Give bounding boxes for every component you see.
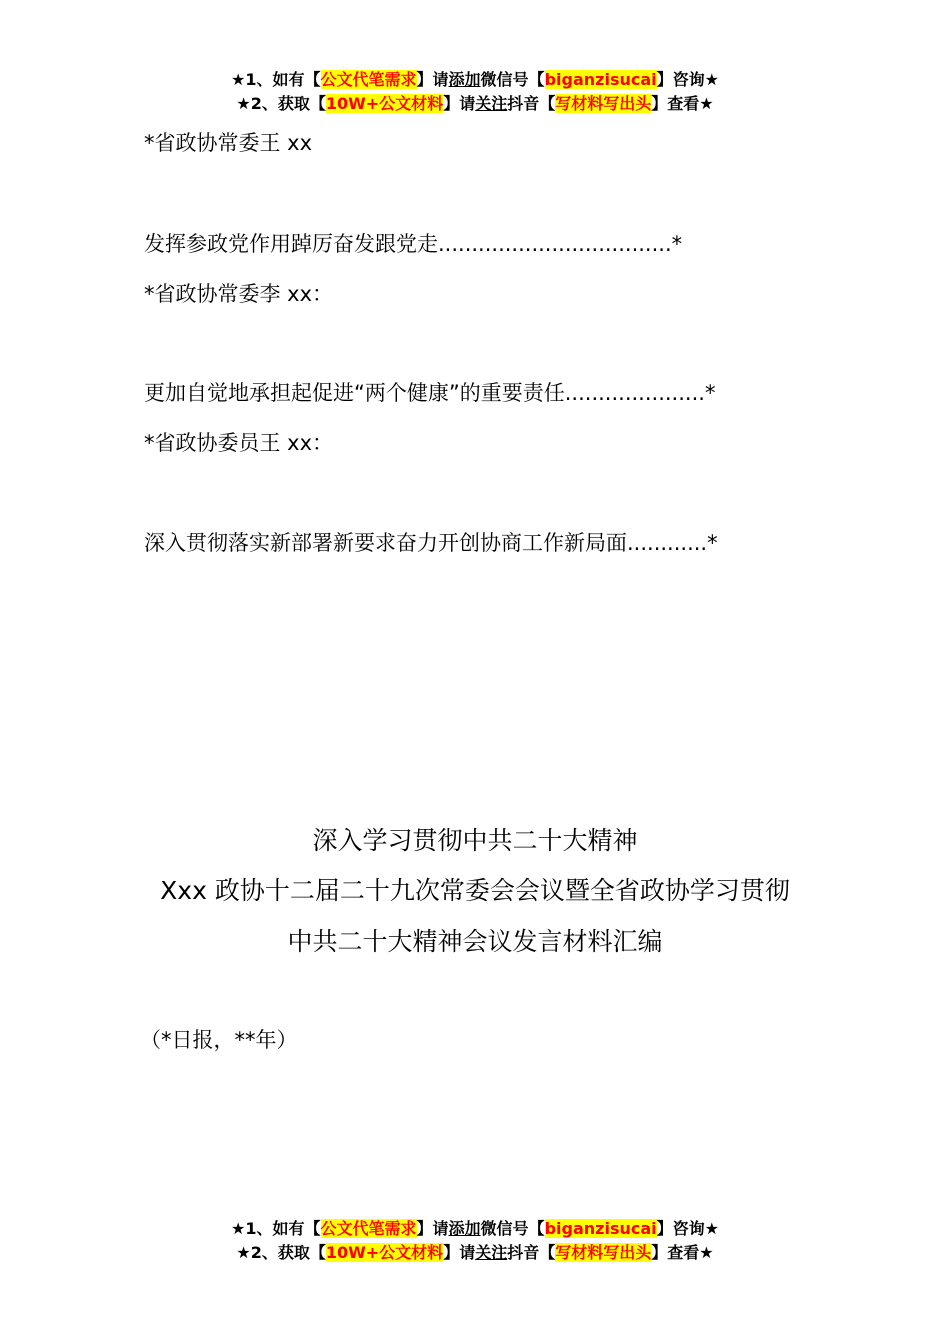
banner-line-1 [0, 68, 950, 92]
banner-text: 】咨询★ [656, 70, 719, 89]
banner-text: 微信号【 [480, 1219, 545, 1238]
banner-text: 】查看★ [651, 1243, 714, 1262]
banner-text: 】请 [416, 70, 449, 89]
banner-text: 】咨询★ [656, 1219, 719, 1238]
banner-text: 抖音【 [507, 1243, 556, 1262]
banner-text: 微信号【 [480, 70, 545, 89]
banner-text: 】查看★ [651, 94, 714, 113]
toc-entry: 更加自觉地承担起促进“两个健康”的重要责任.....................* [144, 381, 716, 405]
toc-author: *省政协常委王 xx [144, 131, 313, 155]
toc-entry: 深入贯彻落实新部署新要求奋力开创协商工作新局面............* [144, 531, 718, 555]
banner-text: 抖音【 [507, 94, 556, 113]
banner-highlight: 写材料写出头 [555, 1243, 652, 1262]
banner-highlight: 10W+公文材料 [325, 94, 444, 113]
toc-entry: 发挥参政党作用踔厉奋发跟党走...................................* [144, 232, 683, 256]
doc-title-line-1: 深入学习贯彻中共二十大精神 [312, 826, 638, 855]
banner-underline: 关注 [475, 94, 508, 113]
banner-text: ★2、获取【 [236, 1243, 326, 1262]
banner-line-1 [0, 1217, 950, 1241]
banner-highlight: 10W+公文材料 [325, 1243, 444, 1262]
doc-title-line-2: Xxx 政协十二届二十九次常委会会议暨全省政协学习贯彻 [160, 876, 790, 905]
doc-title-line-3: 中共二十大精神会议发言材料汇编 [287, 927, 663, 956]
banner-line-2 [0, 1241, 950, 1265]
banner-underline: 添加 [448, 70, 481, 89]
banner-highlight: 写材料写出头 [555, 94, 652, 113]
banner-highlight: 公文代笔需求 [320, 70, 417, 89]
banner-highlight: 公文代笔需求 [320, 1219, 417, 1238]
banner-text: ★2、获取【 [236, 94, 326, 113]
banner-line-2 [0, 92, 950, 116]
banner-text: 】请 [416, 1219, 449, 1238]
toc-author: *省政协常委李 xx： [144, 282, 334, 306]
banner-text: 】请 [443, 1243, 476, 1262]
banner-text: 】请 [443, 94, 476, 113]
header-banner [0, 68, 950, 116]
banner-text: ★1、如有【 [231, 1219, 321, 1238]
toc-author: *省政协委员王 xx： [144, 431, 334, 455]
banner-underline: 添加 [448, 1219, 481, 1238]
footer-banner [0, 1217, 950, 1265]
banner-underline: 关注 [475, 1243, 508, 1262]
banner-highlight: biganzisucai [544, 1219, 657, 1238]
banner-text: ★1、如有【 [231, 70, 321, 89]
source-note: （*日报，**年） [140, 1028, 298, 1052]
banner-highlight: biganzisucai [544, 70, 657, 89]
